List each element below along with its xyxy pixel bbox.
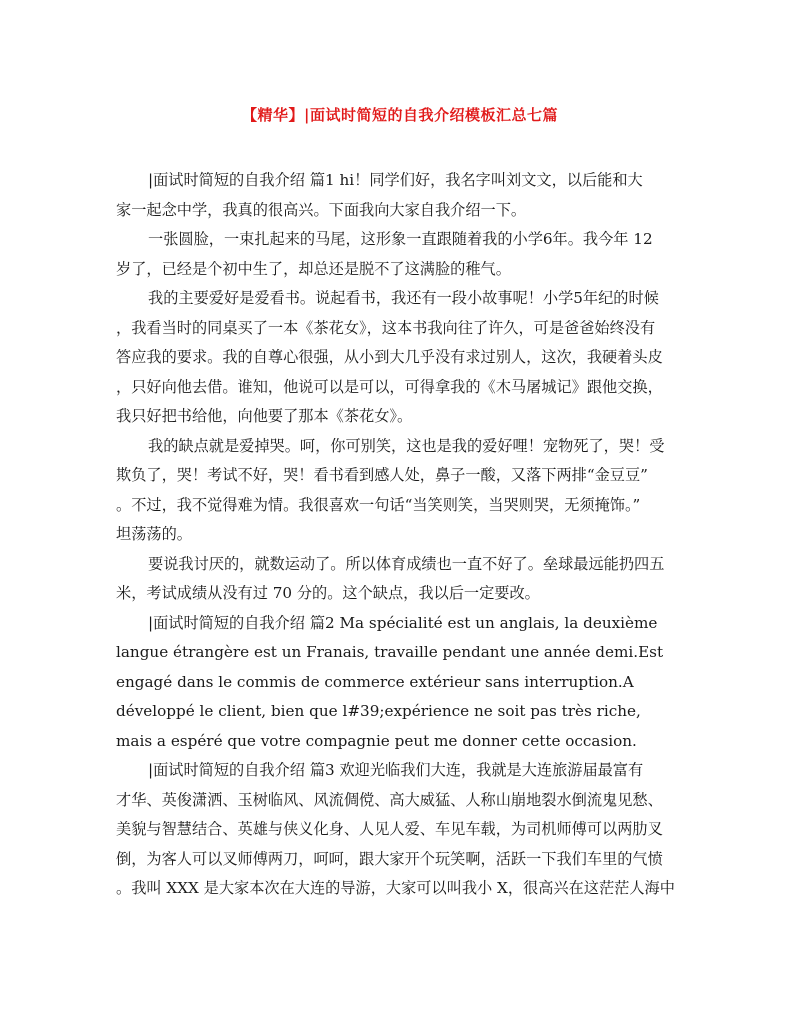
text-line: 。不过，我不觉得难为情。我很喜欢一句话“当笑则笑，当哭则哭，无须掩饰。” bbox=[116, 495, 641, 514]
text-line: 要说我讨厌的，就数运动了。所以体育成绩也一直不好了。垒球最远能扔四五 bbox=[148, 554, 665, 573]
text-line: 欺负了，哭！考试不好，哭！看书看到感人处，鼻子一酸，又落下两排“金豆豆” bbox=[116, 466, 648, 484]
text-line: |面试时简短的自我介绍 篇1 hi！同学们好，我名字叫刘文文，以后能和大 bbox=[148, 171, 643, 189]
text-line: 我的主要爱好是爱看书。说起看书，我还有一段小故事呢！小学5年纪的时候 bbox=[148, 289, 659, 307]
text-line: 一张圆脸，一束扎起来的马尾，这形象一直跟随着我的小学6年。我今年 12 bbox=[148, 230, 653, 248]
text-line: 岁了，已经是个初中生了，却总还是脱不了这满脸的稚气。 bbox=[116, 259, 511, 278]
text-line: 坦荡荡的。 bbox=[116, 525, 192, 543]
text-line: 才华、英俊潇洒、玉树临风、风流倜傥、高大威猛、人称山崩地裂水倒流鬼见愁、 bbox=[116, 790, 663, 809]
text-line: langue étrangère est un Franais, travaille pendant une année demi.Est bbox=[116, 643, 664, 661]
document-body bbox=[116, 166, 688, 904]
text-line: 答应我的要求。我的自尊心很强，从小到大几乎没有求过别人，这次，我硬着头皮 bbox=[116, 348, 663, 366]
text-line: mais a espéré que votre compagnie peut me donner cette occasion. bbox=[116, 731, 637, 750]
text-line: ，只好向他去借。谁知，他说可以是可以，可得拿我的《木马屠城记》跟他交换， bbox=[116, 377, 663, 396]
text-line: 米，考试成绩从没有过 70 分的。这个缺点，我以后一定要改。 bbox=[116, 584, 540, 602]
text-line: 倒，为客人可以叉师傅两刀，呵呵，跟大家开个玩笑啊，活跃一下我们车里的气愤 bbox=[116, 849, 663, 868]
text-line: |面试时简短的自我介绍 篇3 欢迎光临我们大连，我就是大连旅游届最富有 bbox=[148, 761, 644, 779]
document-title: 【精华】|面试时简短的自我介绍模板汇总七篇 bbox=[242, 106, 558, 124]
text-line: 家一起念中学，我真的很高兴。下面我向大家自我介绍一下。 bbox=[116, 200, 527, 219]
text-line: 我只好把书给他，向他要了那本《茶花女》。 bbox=[116, 407, 413, 425]
text-line: |面试时简短的自我介绍 篇2 Ma spécialité est un anglais, la deuxième bbox=[148, 613, 658, 632]
text-line: engagé dans le commis de commerce extérieur sans interruption.A bbox=[116, 672, 634, 691]
text-line: 。我叫 XXX 是大家本次在大连的导游，大家可以叫我小 X，很高兴在这茫茫人海中 bbox=[116, 879, 675, 897]
text-line: ，我看当时的同桌买了一本《茶花女》，这本书我向往了许久，可是爸爸始终没有 bbox=[116, 318, 656, 337]
text-line: 美貌与智慧结合、英雄与侠义化身、人见人爱、车见车载，为司机师傅可以两肋叉 bbox=[116, 820, 663, 838]
text-line: développé le client, bien que l#39;expérience ne soit pas très riche, bbox=[116, 702, 641, 720]
text-line: 我的缺点就是爱掉哭。呵，你可别笑，这也是我的爱好哩！宠物死了，哭！受 bbox=[148, 436, 665, 455]
